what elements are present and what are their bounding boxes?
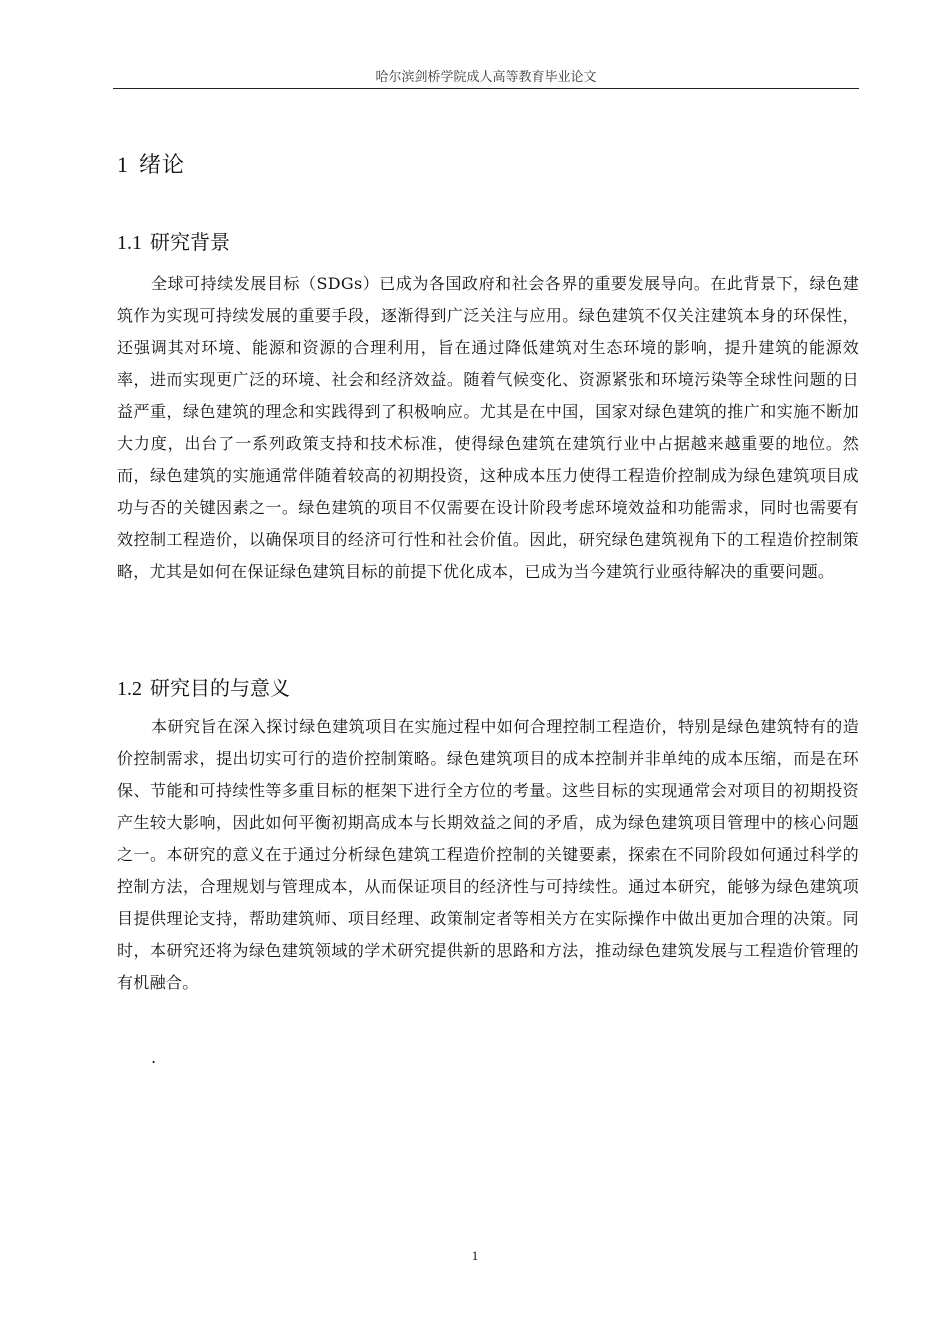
section-number: 1.2 [117,678,142,700]
section-title-background [117,226,230,255]
trailing-mark: . [151,1048,157,1067]
chapter-title-text: 绪论 [139,153,186,178]
header-rule [113,88,859,89]
section-number: 1.1 [117,232,142,254]
page-number: 1 [471,1248,479,1263]
section-title-purpose [117,672,290,701]
paragraph-background: 全球可持续发展目标（SDGs）已成为各国政府和社会各界的重要发展导向。在此背景下，绿色建筑作为实现可持续发展的重要手段，逐渐得到广泛关注与应用。绿色建筑不仅关注建筑本身的环保性，还强调其对环境、能源和资源的合理利用，旨在通过降低建筑对生态环境的影响，提升建筑的能源效率，进而实现更广泛的环境、社会和经济效益。随着气候变化、资源紧张和环境污染等全球性问题的日益严重，绿色建筑的理念和实践得到了积极响应。尤其是在中国，国家对绿色建筑的推广和实施不断加大力度，出台了一系列政策支持和技术标准，使得绿色建筑在建筑行业中占据越来越重要的地位。然而，绿色建筑的实施通常伴随着较高的初期投资，这种成本压力使得工程造价控制成为绿色建筑项目成功与否的关键因素之一。绿色建筑的项目不仅需要在设计阶段考虑环境效益和功能需求，同时也需要有效控制工程造价，以确保项目的经济可行性和社会价值。因此，研究绿色建筑视角下的工程造价控制策略，尤其是如何在保证绿色建筑目标的前提下优化成本，已成为当今建筑行业亟待解决的重要问题。 [117,274,859,581]
section-title-text: 研究背景 [150,230,230,254]
section-title-text: 研究目的与意义 [150,676,290,700]
chapter-title [117,148,185,179]
chapter-number: 1 [117,152,129,177]
paragraph-purpose: 本研究旨在深入探讨绿色建筑项目在实施过程中如何合理控制工程造价，特别是绿色建筑特有的造价控制需求，提出切实可行的造价控制策略。绿色建筑项目的成本控制并非单纯的成本压缩，而是在环保、节能和可持续性等多重目标的框架下进行全方位的考量。这些目标的实现通常会对项目的初期投资产生较大影响，因此如何平衡初期高成本与长期效益之间的矛盾，成为绿色建筑项目管理中的核心问题之一。本研究的意义在于通过分析绿色建筑工程造价控制的关键要素，探索在不同阶段如何通过科学的控制方法，合理规划与管理成本，从而保证项目的经济性与可持续性。通过本研究，能够为绿色建筑项目提供理论支持，帮助建筑师、项目经理、政策制定者等相关方在实际操作中做出更加合理的决策。同时，本研究还将为绿色建筑领域的学术研究提供新的思路和方法，推动绿色建筑发展与工程造价管理的有机融合。 [117,717,859,992]
running-header: 哈尔滨剑桥学院成人高等教育毕业论文 [375,70,597,85]
